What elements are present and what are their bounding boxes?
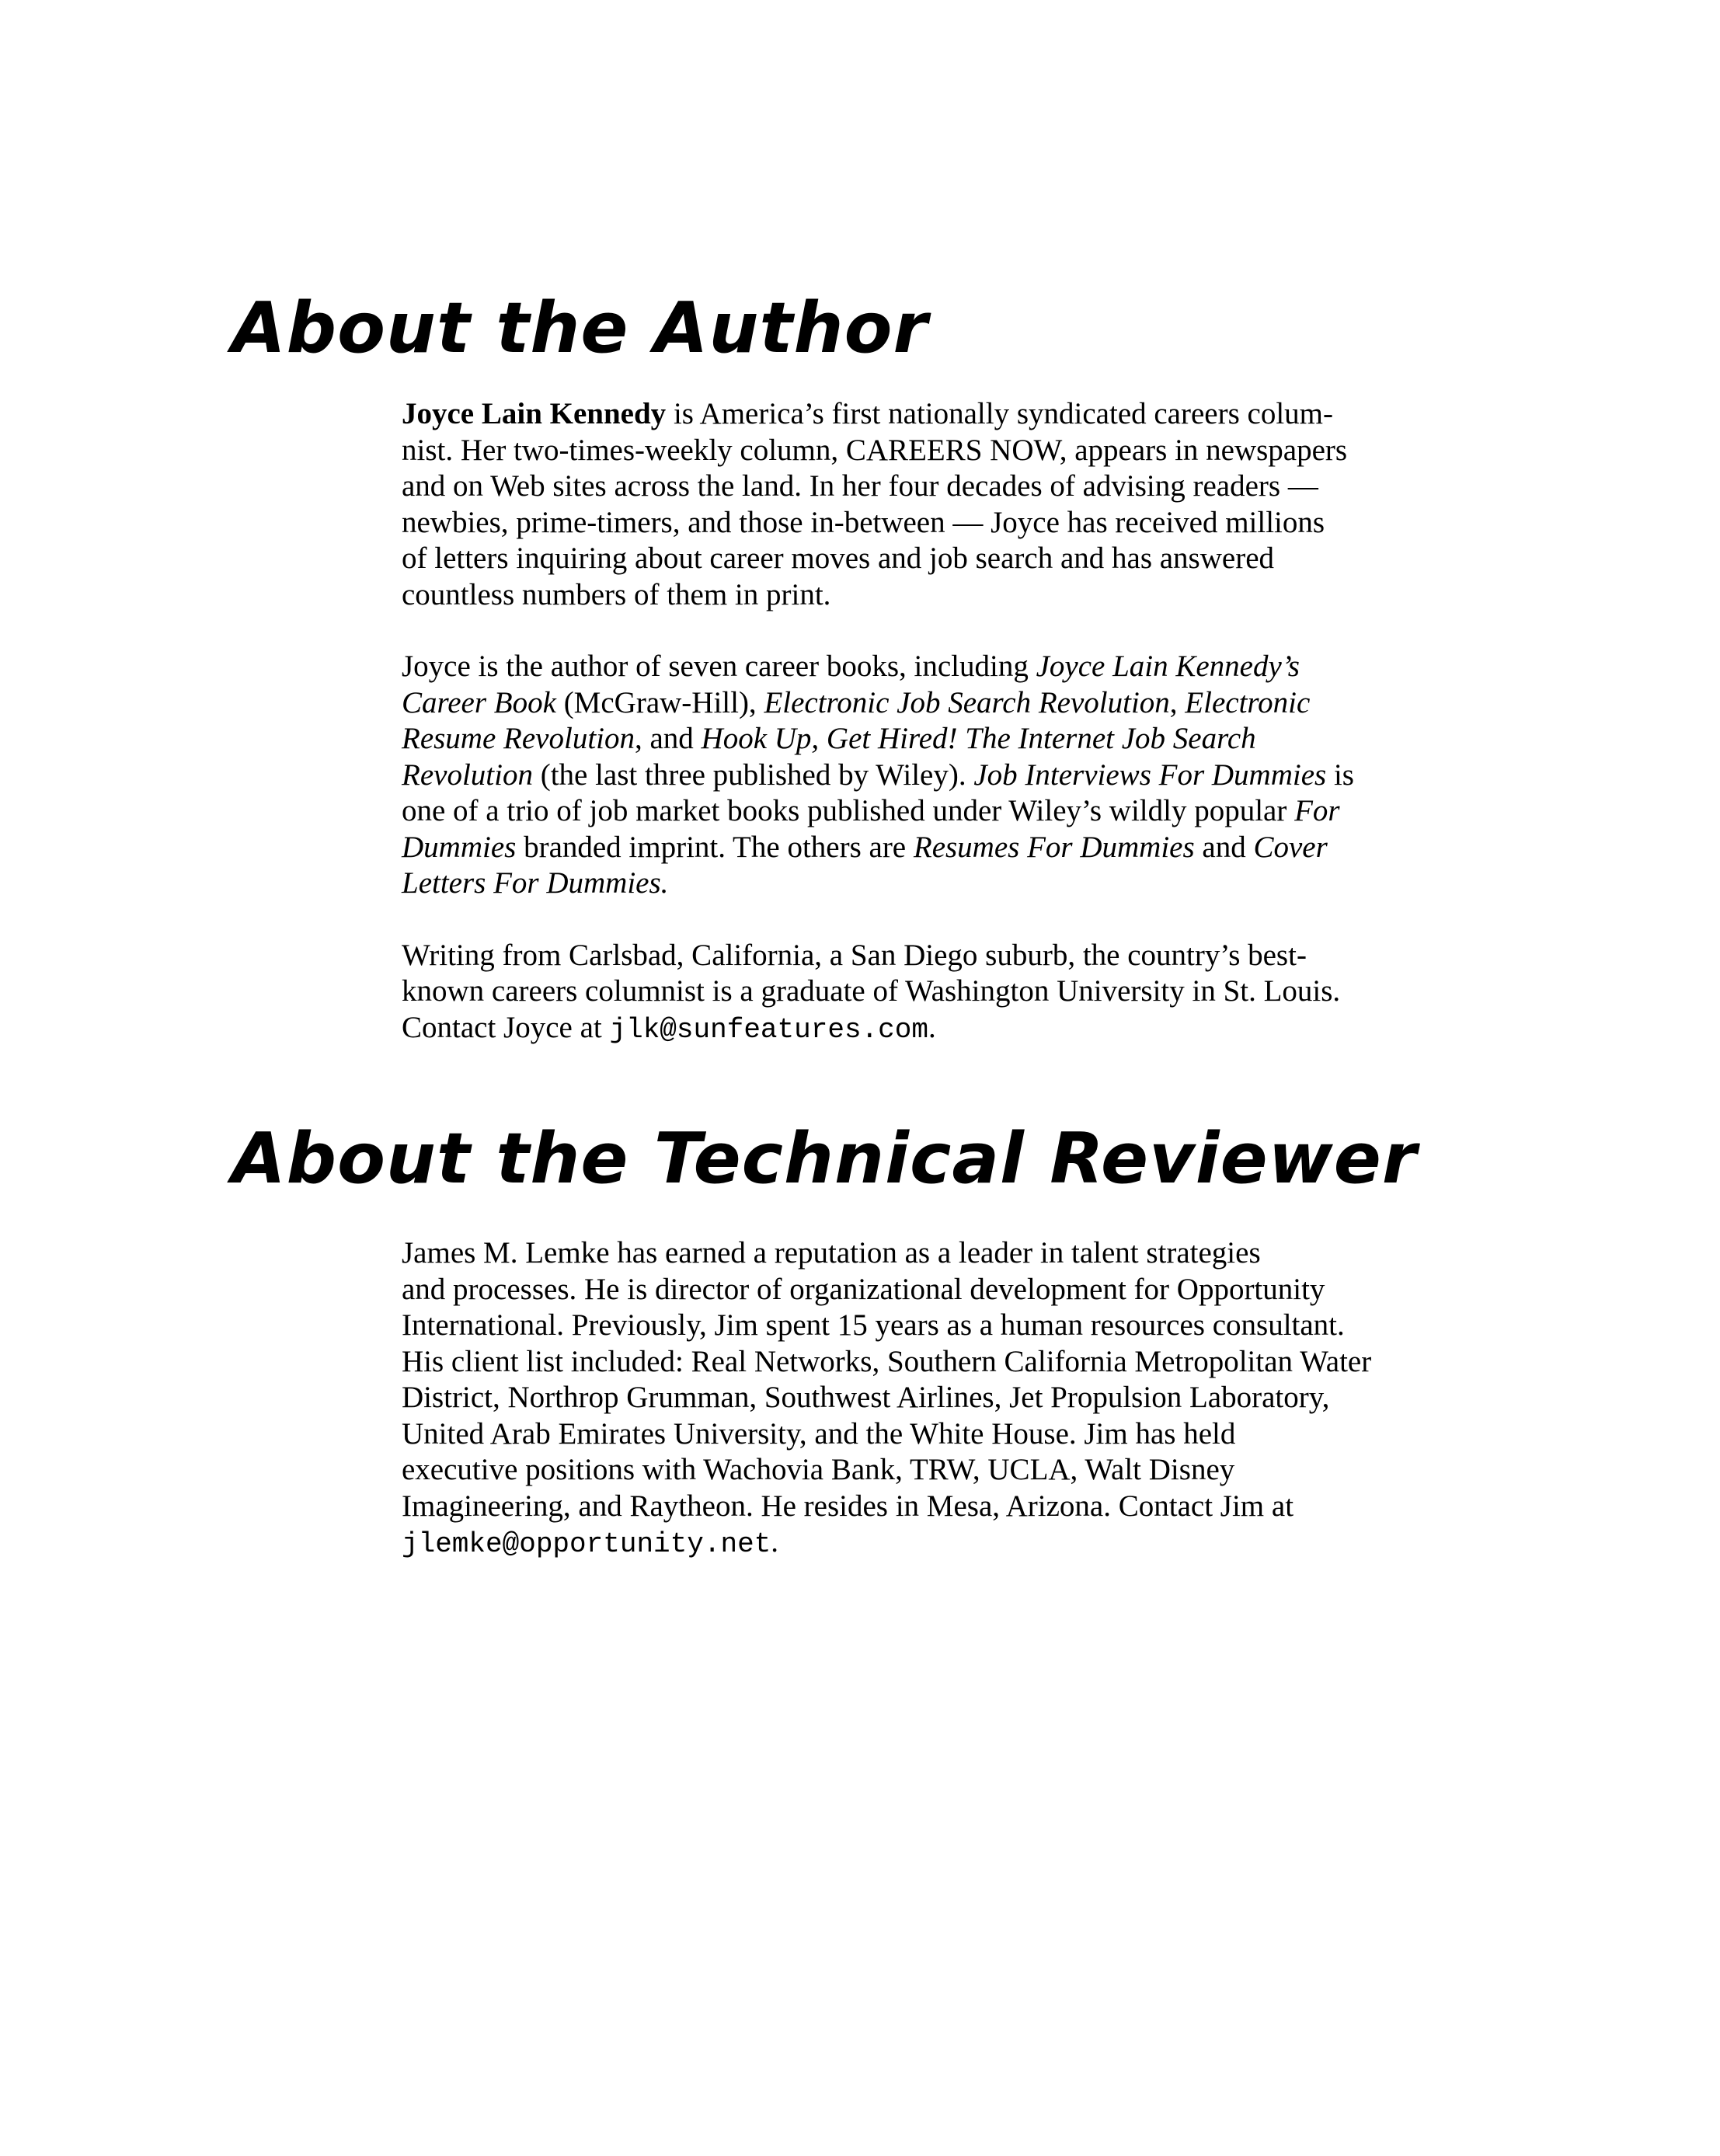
text-segment: branded imprint. The others are [516, 830, 914, 864]
text-line: Imagineering, and Raytheon. He resides in Mesa, Arizona. Contact Jim at [402, 1489, 1294, 1523]
text-segment: one of a trio of job market books published under Wiley’s wildly popular [402, 794, 1295, 827]
text-segment: , [1169, 685, 1186, 719]
text-line: James M. Lemke has earned a reputation as a leader in talent strategies [402, 1236, 1261, 1270]
book-title: Electronic [1185, 685, 1311, 719]
reviewer-bio [402, 1235, 1497, 1599]
text-line: International. Previously, Jim spent 15 years as a human resources consultant. [402, 1308, 1345, 1342]
text-segment: Joyce is the author of seven career books, including [402, 650, 1036, 683]
text-line: executive positions with Wachovia Bank, TRW, UCLA, Walt Disney [402, 1453, 1235, 1486]
text-line: District, Northrop Grumman, Southwest Airlines, Jet Propulsion Laboratory, [402, 1381, 1330, 1414]
book-title: For [1294, 794, 1340, 827]
text-line: newbies, prime-timers, and those in-between — Joyce has received millions [402, 505, 1325, 539]
about-reviewer-heading: About the Technical Reviewer [232, 1118, 1418, 1200]
text-line [402, 1524, 1497, 1563]
text-line: and processes. He is director of organizational development for Opportunity [402, 1272, 1325, 1306]
book-title: Dummies [402, 830, 517, 864]
book-title: Career Book [402, 685, 556, 719]
text-line [402, 721, 1497, 758]
text-line: Writing from Carlsbad, California, a San Diego suburb, the country’s best- [402, 938, 1307, 972]
reviewer-bio-paragraph [402, 1235, 1497, 1563]
book-title: Job Interviews For Dummies [973, 758, 1327, 792]
text-line: and on Web sites across the land. In her four decades of advising readers — [402, 469, 1318, 503]
author-bio-paragraph-3 [402, 938, 1497, 1049]
author-name: Joyce Lain Kennedy [402, 397, 667, 430]
text-segment: Contact Joyce at [402, 1010, 610, 1044]
text-segment: , and [634, 722, 702, 755]
text-line [402, 758, 1497, 794]
book-title: Joyce Lain Kennedy’s [1036, 650, 1300, 683]
author-bio-paragraph-2 [402, 649, 1497, 902]
text-segment: . [928, 1010, 936, 1044]
text-line: of letters inquiring about career moves and job search and has answered [402, 542, 1275, 575]
text-segment: and [1194, 830, 1254, 864]
book-title: Electronic Job Search Revolution [764, 685, 1170, 719]
text-line [402, 866, 1497, 902]
text-line: United Arab Emirates University, and the White House. Jim has held [402, 1416, 1236, 1451]
text-line [402, 396, 1497, 433]
text-line [402, 830, 1497, 866]
text-line: known careers columnist is a graduate of Washington University in St. Louis. [402, 974, 1341, 1008]
text-segment: (the last three published by Wiley). [532, 758, 974, 792]
text-segment: is America’s first nationally syndicated careers colum- [666, 397, 1333, 430]
text-line [402, 685, 1497, 722]
book-title: Cover [1253, 830, 1328, 864]
book-title: Revolution [402, 758, 533, 792]
about-author-heading: About the Author [232, 287, 928, 369]
text-line [402, 1010, 1497, 1049]
text-segment: . [771, 1525, 779, 1559]
text-segment: is [1326, 758, 1354, 792]
text-line: His client list included: Real Networks, Southern California Metropolitan Water [402, 1344, 1372, 1378]
author-email-link[interactable]: jlk@sunfeatures.com [609, 1013, 928, 1046]
text-line: nist. Her two-times-weekly column, CAREERS NOW, appears in newspapers [402, 433, 1348, 467]
book-title: Hook Up, Get Hired! The Internet Job Search [701, 722, 1256, 755]
book-title: Letters For Dummies. [402, 866, 669, 900]
text-line [402, 793, 1497, 830]
text-segment: (McGraw-Hill), [555, 685, 764, 719]
book-title: Resumes For Dummies [913, 830, 1195, 864]
author-bio [402, 396, 1497, 1084]
reviewer-email-link[interactable]: jlemke@opportunity.net [402, 1528, 771, 1560]
book-title: Resume Revolution [402, 722, 635, 755]
author-bio-paragraph-1 [402, 396, 1497, 613]
text-line [402, 649, 1497, 685]
text-line: countless numbers of them in print. [402, 577, 831, 611]
